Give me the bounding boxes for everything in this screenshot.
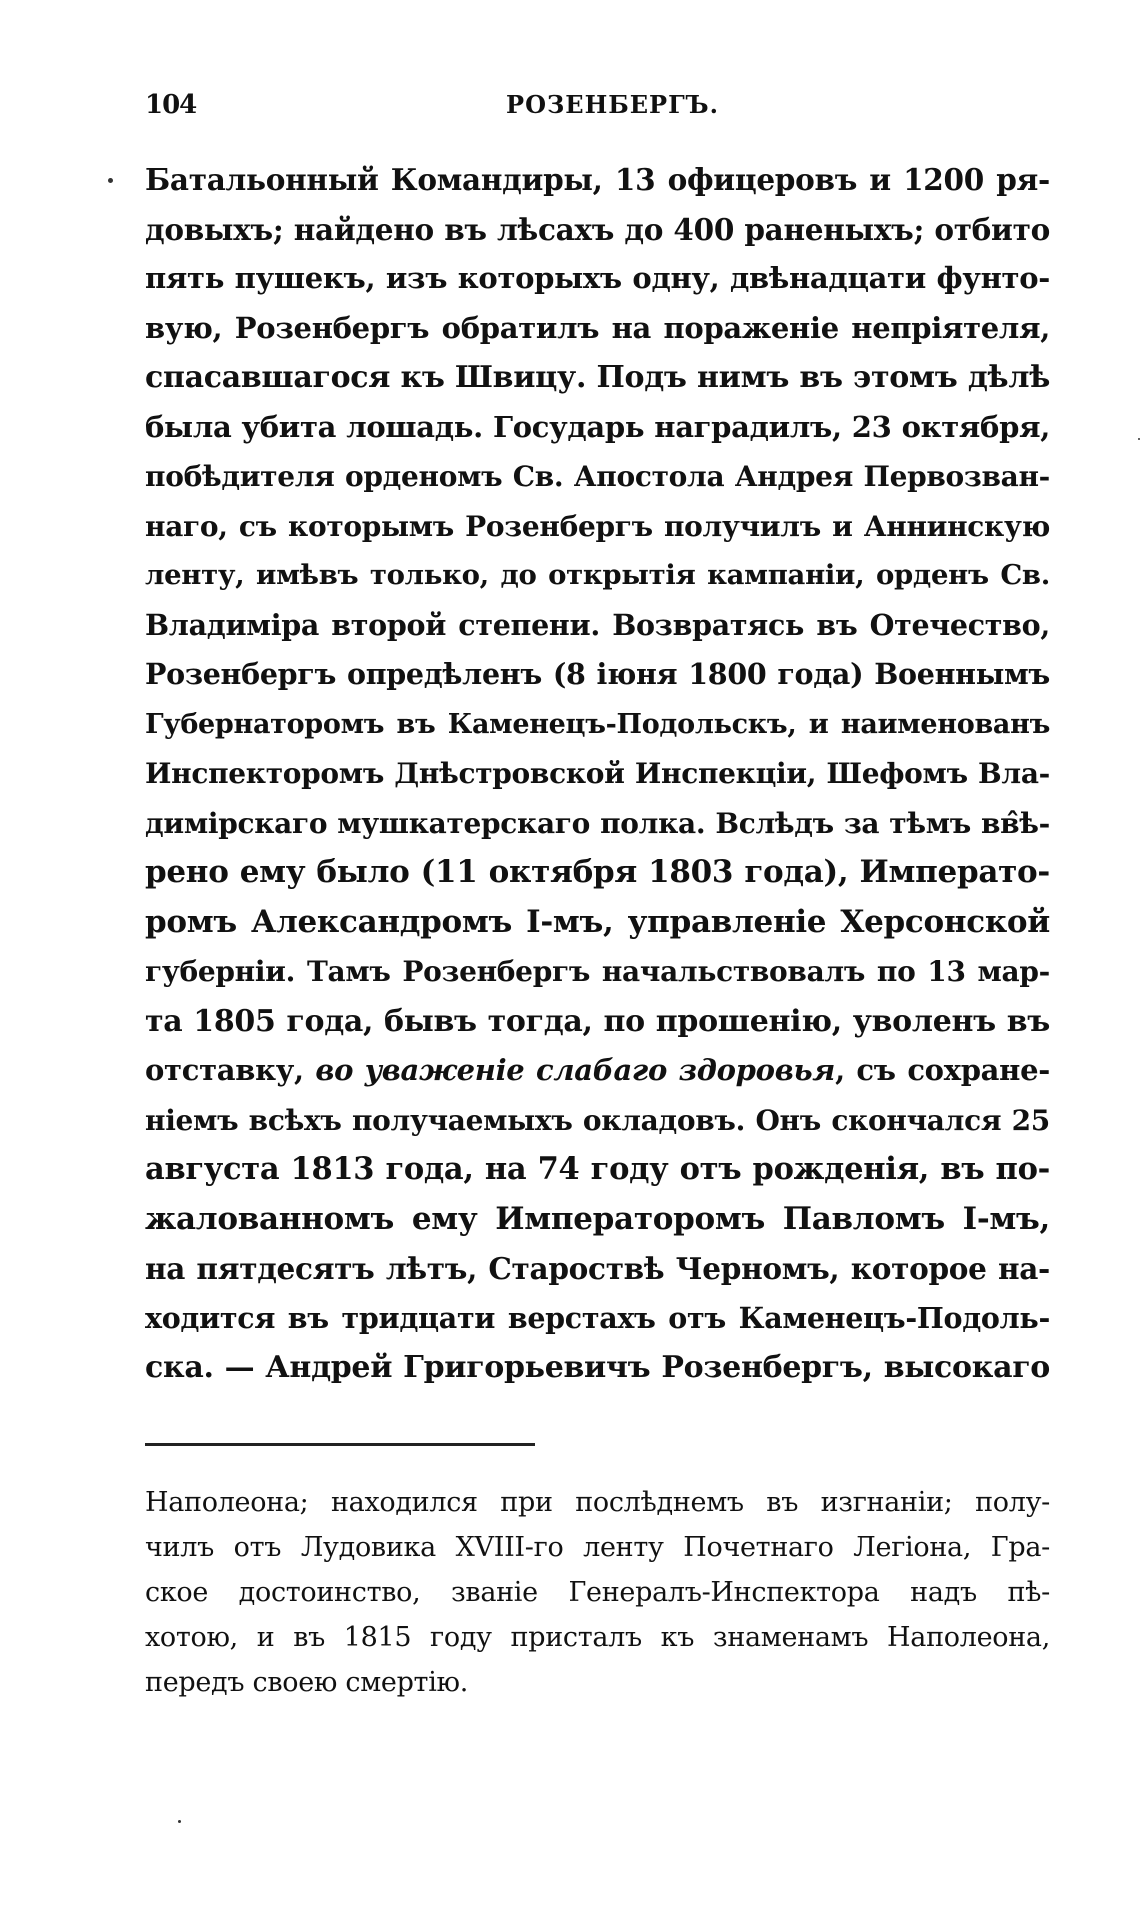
print-speck: [178, 1820, 181, 1823]
text-line: была убита лошадь. Государь наградилъ, 23 октября,: [145, 409, 1050, 444]
text-fragment: отставку,: [145, 1053, 316, 1087]
text-line: димірскаго мушкатерскаго полка. Вслѣдъ за тѣмъ вв̂ѣ-: [145, 806, 1050, 840]
text-line: на пятдесятъ лѣтъ, Староствѣ Черномъ, которое на-: [145, 1251, 1050, 1286]
text-line: Владиміра второй степени. Возвратясь въ Отечество,: [145, 607, 1050, 642]
print-speck: [108, 178, 113, 183]
footnote-line: чилъ отъ Лудовика XVIII-го ленту Почетнаго Легіона, Гра-: [145, 1532, 1050, 1563]
running-title: РОЗЕНБЕРГЪ.: [506, 90, 719, 119]
text-fragment: , съ сохране-: [835, 1053, 1050, 1087]
text-line: побѣдителя орденомъ Св. Апостола Андрея Первозван-: [145, 460, 1050, 493]
footnote-line: передъ своею смертію.: [145, 1667, 469, 1698]
footnote-line: ское достоинство, званіе Генералъ-Инспектора надъ пѣ-: [145, 1577, 1050, 1608]
text-line: пять пушекъ, изъ которыхъ одну, двѣнадцати фунто-: [145, 261, 1050, 295]
text-line: Губернаторомъ въ Каменецъ-Подольскъ, и наименованъ: [145, 708, 1050, 740]
text-line: спасавшагося къ Швицу. Подъ нимъ въ этомъ дѣлѣ: [145, 360, 1050, 395]
footnote-line: хотою, и въ 1815 году присталъ къ знаменамъ Наполеона,: [145, 1622, 1050, 1653]
text-line: ска. — Андрей Григорьевичъ Розенбергъ, высокаго: [145, 1350, 1050, 1385]
text-line: ходится въ тридцати верстахъ отъ Каменецъ-Подоль-: [145, 1300, 1050, 1335]
text-line: наго, съ которымъ Розенбергъ получилъ и Аннинскую: [145, 509, 1050, 543]
text-line: довыхъ; найдено въ лѣсахъ до 400 раненыхъ; отбито: [145, 211, 1050, 247]
text-line: ленту, имѣвъ только, до открытія кампаніи, орденъ Св.: [145, 559, 1050, 591]
running-head: [145, 90, 1050, 130]
text-line: губерніи. Тамъ Розенбергъ начальствовалъ по 13 мар-: [145, 955, 1050, 988]
text-line: жалованномъ ему Императоромъ Павломъ І-мъ,: [145, 1200, 1050, 1237]
text-line: рено ему было (11 октября 1803 года), Императо-: [145, 854, 1050, 890]
text-line: августа 1813 года, на 74 году отъ рожденія, въ по-: [145, 1151, 1050, 1187]
text-line: вую, Розенбергъ обратилъ на пораженіе непріятеля,: [145, 310, 1050, 345]
text-line: Батальонный Командиры, 13 офицеровъ и 1200 ря-: [145, 162, 1050, 197]
text-line: Розенбергъ опредѣленъ (8 іюня 1800 года) Военнымъ: [145, 657, 1050, 691]
page-number: 104: [145, 90, 197, 120]
footnote-block: [145, 1480, 1050, 1705]
text-line-with-italic: [145, 1046, 1050, 1096]
text-line: Инспекторомъ Днѣстровской Инспекціи, Шефомъ Вла-: [145, 757, 1050, 790]
main-text-block: [145, 155, 1050, 1393]
italic-phrase: во уваженіе слабаго здоровья: [315, 1053, 836, 1087]
footnote-divider: [145, 1443, 535, 1446]
text-line: та 1805 года, бывъ тогда, по прошенію, уволенъ въ: [145, 1003, 1050, 1039]
text-line: ромъ Александромъ І-мъ, управленіе Херсонской: [145, 903, 1050, 940]
text-line: ніемъ всѣхъ получаемыхъ окладовъ. Онъ скончался 25: [145, 1103, 1050, 1137]
footnote-line: Наполеона; находился при послѣднемъ въ изгнаніи; полу-: [145, 1487, 1050, 1518]
